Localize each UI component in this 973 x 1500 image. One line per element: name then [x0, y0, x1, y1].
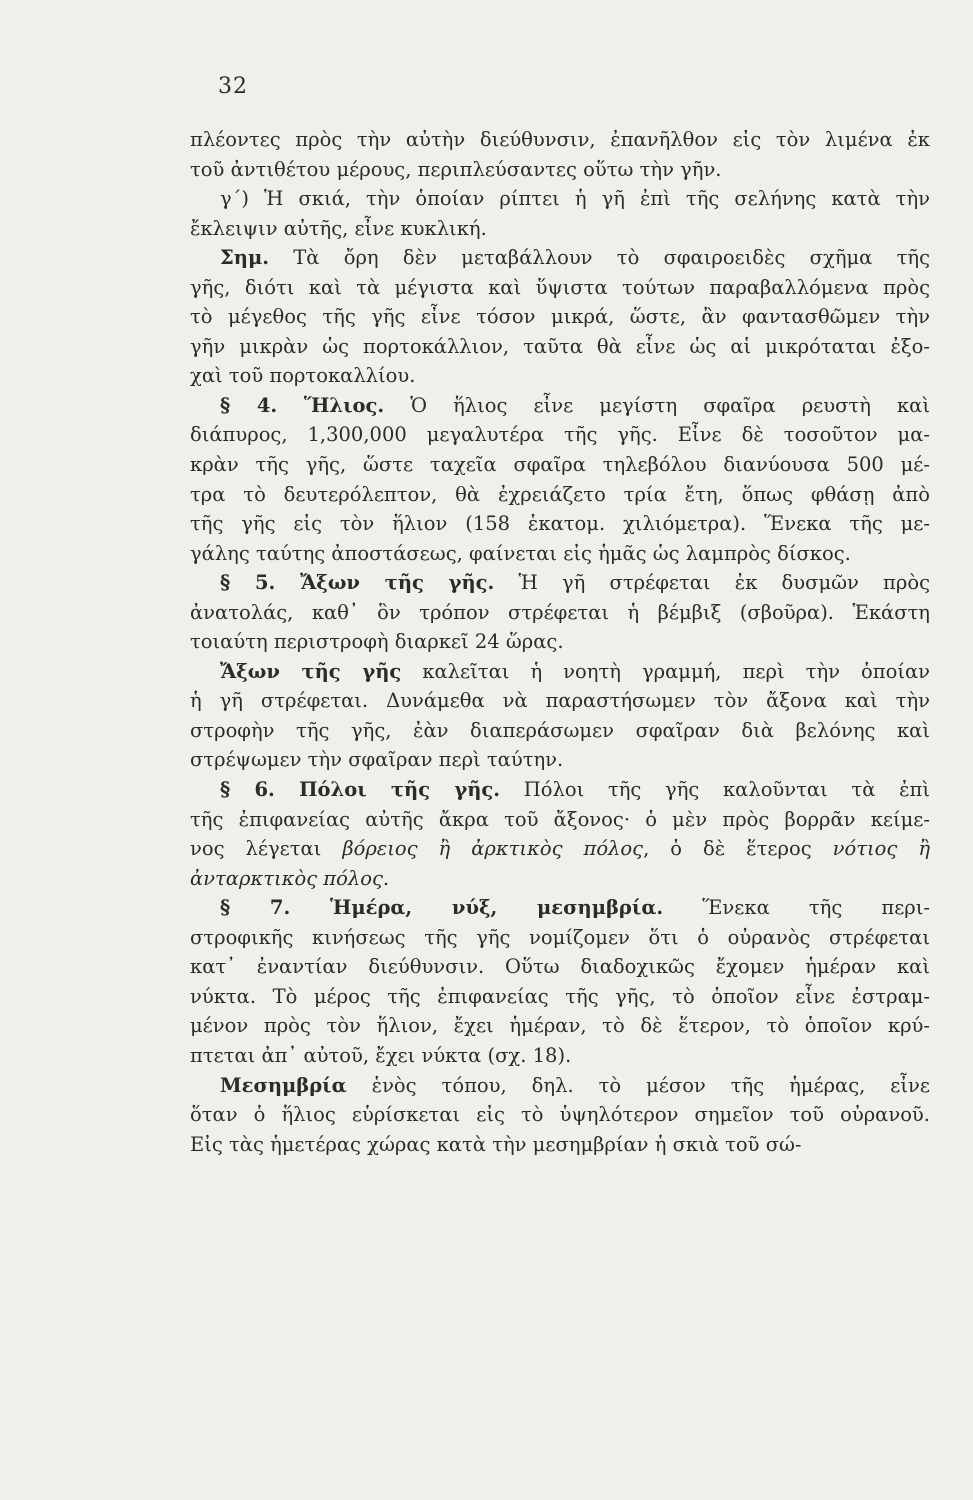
text-line: [190, 214, 930, 244]
text-line: [190, 420, 930, 450]
text-line: [190, 509, 930, 539]
text-segment: νύκτα. Τὸ μέρος τῆς ἐπιφανείας τῆς γῆς, τὸ ὁποῖον εἶνε ἐστραμ-: [190, 984, 930, 1008]
text-segment: στρέψωμεν τὴν σφαῖραν περὶ ταύτην.: [190, 748, 564, 772]
text-line: [190, 745, 930, 775]
text-line: [190, 539, 930, 569]
text-segment: γῆς, διότι καὶ τὰ μέγιστα καὶ ὕψιστα τούτων παραβαλλόμενα πρὸς: [190, 275, 930, 299]
text-line: [190, 273, 930, 303]
text-line: [190, 1071, 930, 1101]
text-line: [190, 923, 930, 953]
section-heading: § 5. Ἄξων τῆς γῆς.: [220, 571, 495, 595]
text-segment: ὅταν ὁ ἥλιος εὑρίσκεται εἰς τὸ ὑψηλότερον σημεῖον τοῦ οὐρανοῦ.: [190, 1103, 930, 1127]
text-line: [190, 480, 930, 510]
text-segment: τῆς ἐπιφανείας αὐτῆς ἄκρα τοῦ ἄξονος· ὁ μὲν πρὸς βορρᾶν κείμε-: [190, 807, 930, 831]
text-segment: πλέοντες πρὸς τὴν αὐτὴν διεύθυνσιν, ἐπανῆλθον εἰς τὸν λιμένα ἐκ: [190, 128, 930, 151]
text-line: [190, 686, 930, 716]
text-segment: πτεται ἀπ᾽ αὐτοῦ, ἔχει νύκτα (σχ. 18).: [190, 1043, 572, 1067]
text-line: [190, 893, 930, 923]
text-segment: τρα τὸ δευτερόλεπτον, θὰ ἐχρειάζετο τρία ἔτη, ὅπως φθάσῃ ἀπὸ: [190, 482, 930, 506]
text-line: [190, 568, 930, 598]
text-segment: διάπυρος, 1,300,000 μεγαλυτέρα τῆς γῆς. Εἶνε δὲ τοσοῦτον μα-: [190, 423, 930, 447]
text-line: [190, 775, 930, 805]
text-line: [190, 1100, 930, 1130]
text-line: [190, 332, 930, 362]
text-segment: Πόλοι τῆς γῆς καλοῦνται τὰ ἐπὶ: [500, 778, 930, 802]
text-line: [190, 155, 930, 185]
text-line: [190, 982, 930, 1012]
text-segment: τοῦ ἀντιθέτου μέρους, περιπλεύσαντες οὕτω τὴν γῆν.: [190, 157, 722, 181]
section-heading: § 6. Πόλοι τῆς γῆς.: [220, 778, 501, 802]
section-heading: Μεσημβρία: [220, 1073, 347, 1097]
text-segment: κατ᾽ ἐναντίαν διεύθυνσιν. Οὕτω διαδοχικῶς ἔχομεν ἡμέραν καὶ: [190, 955, 930, 979]
text-segment: ἑνὸς τόπου, δηλ. τὸ μέσον τῆς ἡμέρας, εἶνε: [346, 1073, 930, 1097]
text-line: [190, 450, 930, 480]
text-line: [190, 1011, 930, 1041]
text-segment: μένον πρὸς τὸν ἥλιον, ἔχει ἡμέραν, τὸ δὲ ἕτερον, τὸ ὁποῖον κρύ-: [190, 1014, 930, 1038]
text-segment: στροφικῆς κινήσεως τῆς γῆς νομίζομεν ὅτι ὁ οὐρανὸς στρέφεται: [190, 925, 930, 949]
text-line: [190, 302, 930, 332]
text-line: [190, 805, 930, 835]
text-segment: .: [382, 866, 390, 890]
text-segment: στροφὴν τῆς γῆς, ἐὰν διαπεράσωμεν σφαῖραν διὰ βελόνης καὶ: [190, 718, 930, 742]
text-segment: Ἡ γῆ στρέφεται ἐκ δυσμῶν πρὸς: [494, 571, 930, 595]
text-line: [190, 716, 930, 746]
text-segment: τοιαύτη περιστροφὴ διαρκεῖ 24 ὥρας.: [190, 630, 564, 654]
text-line: [190, 243, 930, 273]
text-line: [190, 834, 930, 864]
text-segment: γ΄) Ἡ σκιά, τὴν ὁποίαν ρίπτει ἡ γῆ ἐπὶ τῆς σελήνης κατὰ τὴν: [220, 187, 930, 211]
page-number: 32: [218, 74, 248, 99]
text-line: [190, 125, 930, 155]
text-line: [190, 391, 930, 421]
text-segment: Εἰς τὰς ἡμετέρας χώρας κατὰ τὴν μεσημβρίαν ἡ σκιὰ τοῦ σώ-: [190, 1132, 802, 1156]
text-segment: ἀνατολάς, καθ᾽ ὃν τρόπον στρέφεται ἡ βέμβιξ (σβοῦρα). Ἑκάστη: [190, 600, 930, 624]
text-segment: Τὰ ὄρη δὲν μεταβάλλουν τὸ σφαιροειδὲς σχῆμα τῆς: [269, 246, 930, 270]
text-segment: ἡ γῆ στρέφεται. Δυνάμεθα νὰ παραστήσωμεν τὸν ἄξονα καὶ τὴν: [190, 689, 930, 713]
text-line: [190, 361, 930, 391]
section-heading: Σημ.: [220, 246, 270, 270]
body-text: [190, 125, 930, 1159]
text-segment: καλεῖται ἡ νοητὴ γραμμή, περὶ τὴν ὁποίαν: [401, 659, 930, 683]
text-segment: τὸ μέγεθος τῆς γῆς εἶνε τόσον μικρά, ὥστε, ἂν φαντασθῶμεν τὴν: [190, 305, 930, 329]
text-line: [190, 184, 930, 214]
text-segment: νος λέγεται: [190, 837, 343, 861]
text-line: [190, 657, 930, 687]
text-line: [190, 598, 930, 628]
section-heading: Ἄξων τῆς γῆς: [220, 659, 402, 683]
text-segment: γῆν μικρὰν ὡς πορτοκάλλιον, ταῦτα θὰ εἶνε ὡς αἱ μικρόταται ἐξο-: [190, 334, 930, 358]
text-line: [190, 952, 930, 982]
text-line: [190, 627, 930, 657]
text-line: [190, 1130, 930, 1160]
emphasis-text: ἀνταρκτικὸς πόλος: [190, 866, 383, 890]
emphasis-text: νότιος ἢ: [832, 837, 930, 861]
text-line: [190, 864, 930, 894]
section-heading: § 7. Ἡμέρα, νύξ, μεσημβρία.: [220, 896, 664, 920]
text-segment: τῆς γῆς εἰς τὸν ἥλιον (158 ἑκατομ. χιλιόμετρα). Ἕνεκα τῆς με-: [190, 512, 930, 536]
text-segment: χαὶ τοῦ πορτοκαλλίου.: [190, 364, 416, 388]
section-heading: § 4. Ἥλιος.: [220, 393, 385, 417]
text-segment: κρὰν τῆς γῆς, ὥστε ταχεῖα σφαῖρα τηλεβόλου διανύουσα 500 μέ-: [190, 453, 930, 477]
text-segment: ἔκλειψιν αὐτῆς, εἶνε κυκλική.: [190, 216, 487, 240]
text-line: [190, 1041, 930, 1071]
text-segment: Ἕνεκα τῆς περι-: [663, 896, 930, 920]
emphasis-text: βόρειος ἢ ἀρκτικὸς πόλος: [342, 837, 644, 861]
text-segment: , ὁ δὲ ἕτερος: [643, 837, 833, 861]
text-segment: Ὁ ἥλιος εἶνε μεγίστη σφαῖρα ρευστὴ καὶ: [384, 393, 930, 417]
text-segment: γάλης ταύτης ἀποστάσεως, φαίνεται εἰς ἡμᾶς ὡς λαμπρὸς δίσκος.: [190, 541, 851, 565]
